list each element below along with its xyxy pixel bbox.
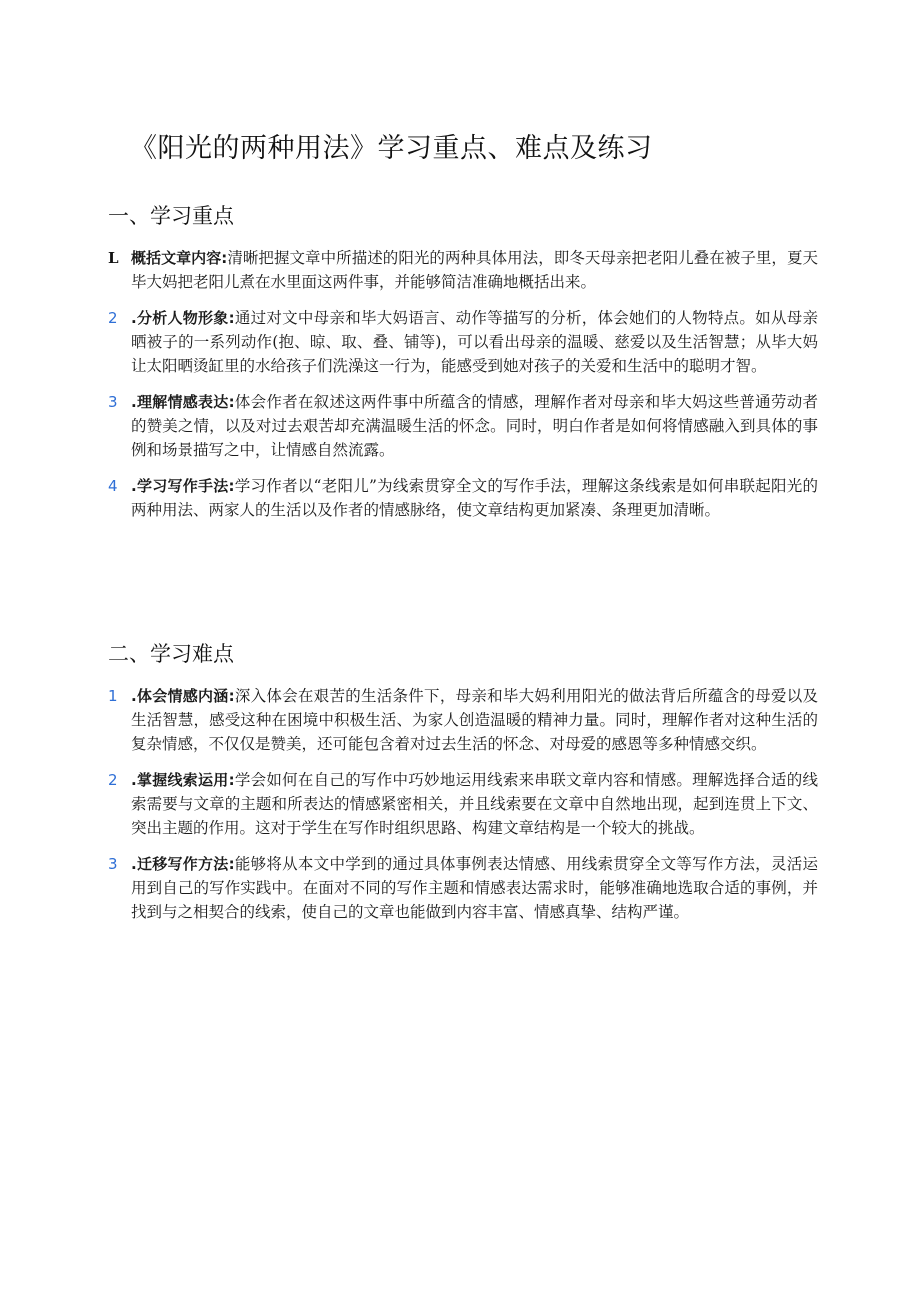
item-text: 能够将从本文中学到的通过具体事例表达情感、用线索贯穿全文等写作方法，灵活运用到自己的写作实践中。在面对不同的写作主题和情感表达需求时，能够准确地选取合适的事例，并找到与之相契合的线索，使自己的文章也能做到内容丰富、情感真挚、结构严谨。: [131, 855, 818, 921]
item-number: L: [108, 249, 119, 267]
item-text: 清晰把握文章中所描述的阳光的两种具体用法，即冬天母亲把老阳儿叠在被子里，夏天毕大妈把老阳儿煮在水里面这两件事，并能够简洁准确地概括出来。: [131, 249, 818, 291]
item-label: .体会情感内涵:: [131, 687, 235, 705]
item-number: 2: [108, 309, 118, 327]
item-text: 通过对文中母亲和毕大妈语言、动作等描写的分析，体会她们的人物特点。如从母亲晒被子的一系列动作(抱、晾、取、叠、铺等)，可以看出母亲的温暖、慈爱以及生活智慧；从毕大妈让太阳晒烫缸里的水给孩子们洗澡这一行为，能感受到她对孩子的关爱和生活中的聪明才智。: [131, 309, 818, 375]
item-text: 体会作者在叙述这两件事中所蕴含的情感，理解作者对母亲和毕大妈这些普通劳动者的赞美之情，以及对过去艰苦却充满温暖生活的怀念。同时，明白作者是如何将情感融入到具体的事例和场景描写之中，让情感自然流露。: [131, 393, 818, 459]
item-label: .分析人物形象:: [131, 309, 235, 327]
section-key-points: [108, 200, 818, 534]
section-difficulties: [108, 638, 818, 936]
page-title: 《阳光的两种用法》学习重点、难点及练习: [130, 133, 653, 164]
list-item: [108, 390, 818, 462]
item-label: .理解情感表达:: [131, 393, 235, 411]
list-item: [108, 306, 818, 378]
item-number: 3: [108, 855, 118, 873]
list-item: [108, 684, 818, 756]
item-text: 学会如何在自己的写作中巧妙地运用线索来串联文章内容和情感。理解选择合适的线索需要与文章的主题和所表达的情感紧密相关，并且线索要在文章中自然地出现，起到连贯上下文、突出主题的作用。这对于学生在写作时组织思路、构建文章结构是一个较大的挑战。: [131, 771, 818, 837]
item-label: .学习写作手法:: [131, 477, 235, 495]
section-heading: 一、学习重点: [108, 204, 234, 228]
item-number: 4: [108, 477, 118, 495]
list-item: [108, 474, 818, 522]
item-number: 1: [108, 687, 118, 705]
section-heading: 二、学习难点: [108, 642, 234, 666]
item-text: 学习作者以“老阳儿”为线索贯穿全文的写作手法，理解这条线索是如何串联起阳光的两种用法、两家人的生活以及作者的情感脉络，使文章结构更加紧凑、条理更加清晰。: [131, 477, 818, 519]
list-item: [108, 768, 818, 840]
list-item: [108, 246, 818, 294]
item-number: 3: [108, 393, 118, 411]
item-label: .迁移写作方法:: [131, 855, 235, 873]
item-label: .掌握线索运用:: [131, 771, 235, 789]
item-label: 概括文章内容:: [131, 249, 228, 267]
list-item: [108, 852, 818, 924]
item-text: 深入体会在艰苦的生活条件下，母亲和毕大妈利用阳光的做法背后所蕴含的母爱以及生活智慧，感受这种在困境中积极生活、为家人创造温暖的精神力量。同时，理解作者对这种生活的复杂情感，不仅仅是赞美，还可能包含着对过去生活的怀念、对母爱的感恩等多种情感交织。: [131, 687, 818, 753]
item-number: 2: [108, 771, 118, 789]
